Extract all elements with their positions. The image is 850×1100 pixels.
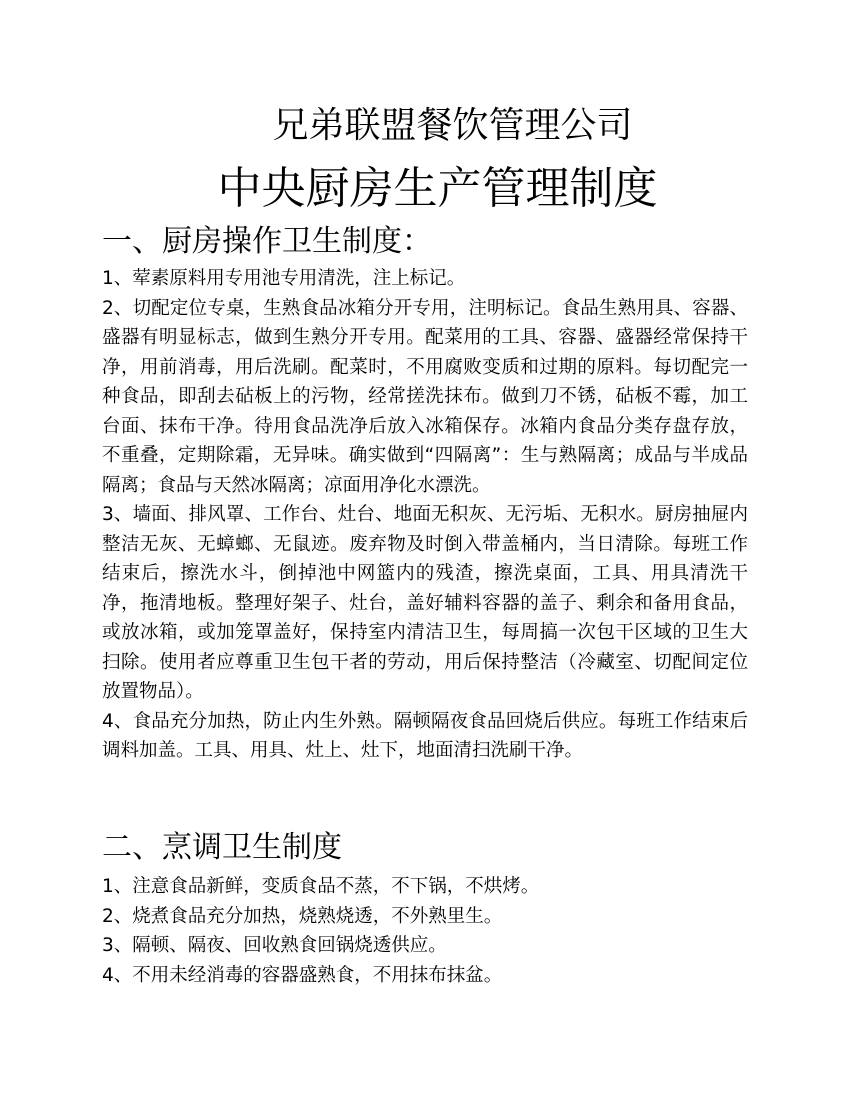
section-heading-kitchen-hygiene: 一、厨房操作卫生制度： [102, 224, 432, 259]
section-body-kitchen-hygiene [102, 264, 748, 766]
paragraph-4: 4、不用未经消毒的容器盛熟食，不用抹布抹盆。 [102, 964, 503, 986]
paragraph-2: 2、切配定位专桌，生熟食品冰箱分开专用，注明标记。食品生熟用具、容器、盛器有明显标志，做到生熟分开专用。配菜用的工具、容器、盛器经常保持干净，用前消毒，用后洗刷。配菜时，不用腐败变质和过期的原料。每切配完一种食品，即刮去砧板上的污物，经常搓洗抹布。做到刀不锈，砧板不霉，加工台面、抹布干净。待用食品洗净后放入冰箱保存。冰箱内食品分类存盘存放，不重叠，定期除霜，无异味。确实做到“四隔离”：生与熟隔离；成品与半成品隔离；食品与天然冰隔离；凉面用净化水漂洗。 [102, 297, 748, 496]
paragraph-3: 3、隔顿、隔夜、回收熟食回锅烧透供应。 [102, 935, 447, 956]
section-heading-cooking-hygiene: 二、烹调卫生制度 [102, 830, 342, 865]
paragraph-2: 2、烧煮食品充分加热，烧熟烧透，不外熟里生。 [102, 905, 503, 927]
paragraph-4: 4、食品充分加热，防止内生外熟。隔顿隔夜食品回烧后供应。每班工作结束后调料加盖。工具、用具、灶上、灶下，地面清扫洗刷干净。 [102, 710, 748, 761]
document-title: 中央厨房生产管理制度 [217, 163, 658, 214]
paragraph-1: 1、荤素原料用专用池专用清洗，注上标记。 [102, 268, 466, 289]
paragraph-1: 1、注意食品新鲜，变质食品不蒸，不下锅，不烘烤。 [102, 876, 540, 897]
company-name: 兄弟联盟餐饮管理公司 [272, 105, 633, 146]
section-body-cooking-hygiene [102, 872, 748, 990]
paragraph-3: 3、墙面、排风罩、工作台、灶台、地面无积灰、无污垢、无积水。厨房抽屉内整洁无灰、无蟑螂、无鼠迹。废弃物及时倒入带盖桶内，当日清除。每班工作结束后，擦洗水斗，倒掉池中网篮内的残渣，擦洗桌面，工具、用具清洗干净，拖清地板。整理好架子、灶台，盖好辅料容器的盖子、剩余和备用食品，或放冰箱，或加笼罩盖好，保持室内清洁卫生，每周搞一次包干区域的卫生大扫除。使用者应尊重卫生包干者的劳动，用后保持整洁（冷藏室、切配间定位放置物品）。 [102, 504, 748, 702]
